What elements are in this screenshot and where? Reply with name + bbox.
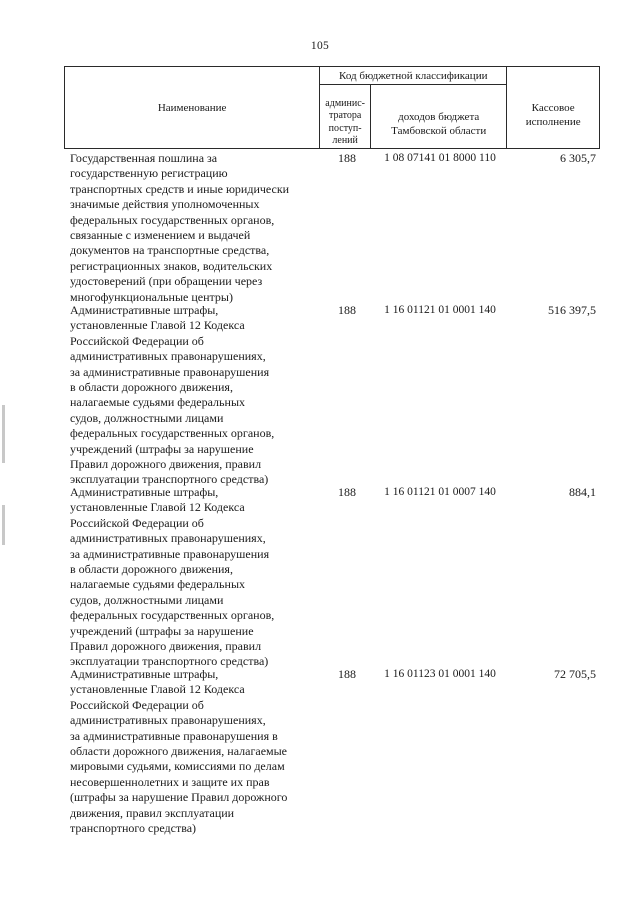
row-amount: 884,1 bbox=[569, 485, 596, 499]
row-admin-code: 188 bbox=[338, 151, 356, 165]
table-header bbox=[64, 66, 600, 149]
header-amount-column bbox=[507, 67, 600, 149]
row-admin-code: 188 bbox=[338, 303, 356, 317]
row-name: Административные штрафы, установленные Главой 12 Кодекса Российской Федерации об административных правонарушениях, за административные правонарушения в области дорожного движения, налагаемые судьями федеральных судов, должностными лицами федеральных государственных органов, учреждений (штрафы за нарушение Правил дорожного движения, правил эксплуатации транспортного средства) bbox=[70, 485, 275, 669]
row-name: Административные штрафы, установленные Главой 12 Кодекса Российской Федерации об административных правонарушениях, за административные правонарушения в области дорожного движения, налагаемые судьями федеральных судов, должностными лицами федеральных государственных органов, учреждений (штрафы за нарушение Правил дорожного движения, правил эксплуатации транспортного средства) bbox=[70, 303, 275, 487]
row-income-code: 1 16 01121 01 0007 140 bbox=[384, 486, 496, 498]
header-name-column bbox=[65, 67, 320, 149]
header-kbk-group bbox=[320, 67, 507, 85]
row-amount: 516 397,5 bbox=[548, 303, 596, 317]
page-number: 105 bbox=[310, 40, 330, 52]
scan-margin-mark bbox=[2, 405, 5, 463]
row-income-code: 1 16 01123 01 0001 140 bbox=[384, 668, 496, 680]
row-name: Государственная пошлина за государственную регистрацию транспортных средств и иные юридически значимые действия уполномоченных федеральных государственных органов, связанные с изменением и выдачей документов на транспортные средства, регистрационных знаков, водительских удостоверений (при обращении через многофункциональные центры) bbox=[70, 151, 290, 304]
row-admin-code: 188 bbox=[338, 485, 356, 499]
header-name-label: Наименование bbox=[157, 101, 227, 114]
row-amount: 6 305,7 bbox=[560, 151, 596, 165]
header-admin-column bbox=[320, 85, 371, 149]
header-income-label: доходов бюджета Тамбовской области bbox=[391, 110, 487, 137]
scan-margin-mark bbox=[2, 505, 5, 545]
header-admin-label: админис- тратора поступ- лений bbox=[325, 97, 365, 147]
row-name: Административные штрафы, установленные Главой 12 Кодекса Российской Федерации об административных правонарушениях, за административные правонарушения в области дорожного движения, налагаемые мировыми судьями, комиссиями по делам несовершеннолетних и защите их прав (штрафы за нарушение Правил дорожного движения, правил эксплуатации транспортного средства) bbox=[70, 667, 288, 836]
header-income-column bbox=[371, 85, 507, 149]
row-admin-code: 188 bbox=[338, 667, 356, 681]
row-income-code: 1 08 07141 01 8000 110 bbox=[384, 152, 496, 164]
row-amount: 72 705,5 bbox=[554, 667, 596, 681]
header-amount-label: Кассовое исполнение bbox=[525, 101, 581, 128]
row-income-code: 1 16 01121 01 0001 140 bbox=[384, 304, 496, 316]
header-kbk-label: Код бюджетной классификации bbox=[339, 69, 488, 82]
